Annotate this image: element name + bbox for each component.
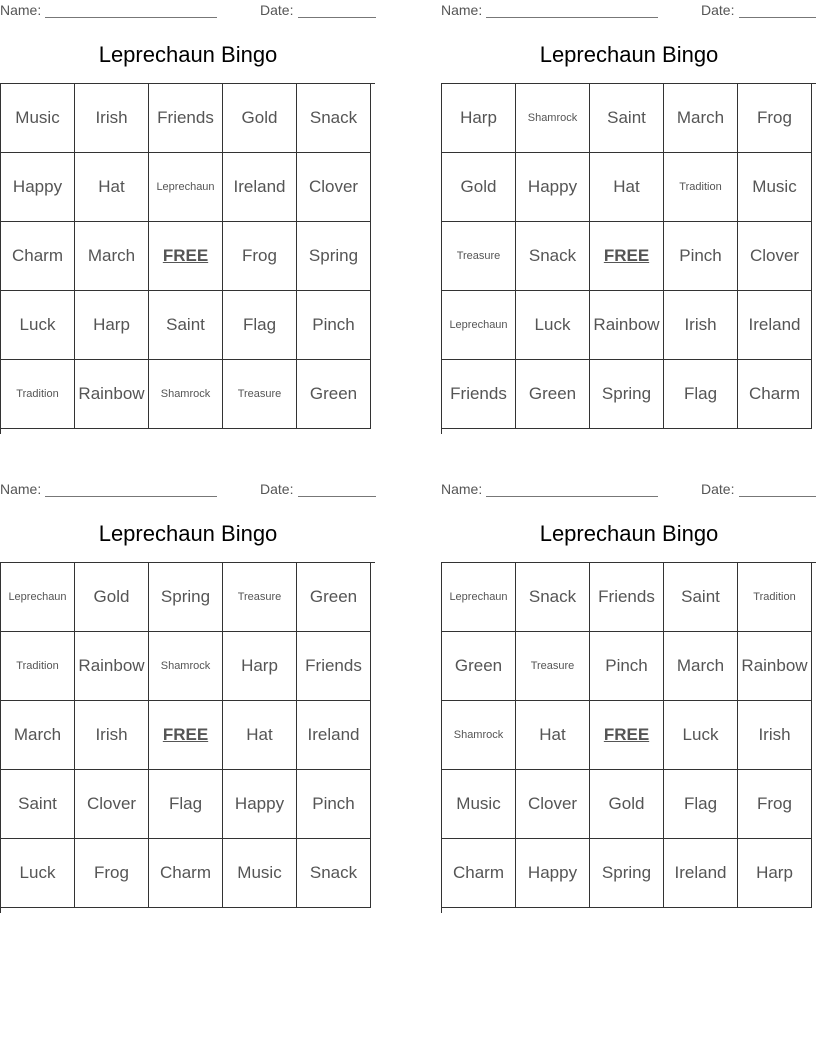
bingo-cell: Music [442,770,516,839]
bingo-cell: Tradition [738,563,812,632]
name-label: Name: [0,481,42,497]
bingo-cell: Hat [75,153,149,222]
name-blank-line [45,496,217,497]
bingo-cell: Treasure [442,222,516,291]
bingo-cell: Luck [664,701,738,770]
bingo-cell: Saint [590,84,664,153]
bingo-cell: Luck [1,291,75,360]
bingo-grid [0,562,375,913]
bingo-cell: March [75,222,149,291]
bingo-cell: Friends [297,632,371,701]
bingo-cell: Clover [75,770,149,839]
bingo-cell: Happy [516,153,590,222]
bingo-cell: Green [516,360,590,429]
bingo-cell: Tradition [1,632,75,701]
bingo-cell: Rainbow [738,632,812,701]
bingo-cell: March [1,701,75,770]
bingo-cell: Gold [442,153,516,222]
bingo-card-3 [0,479,376,919]
name-blank-line [486,17,658,18]
bingo-cell: Spring [297,222,371,291]
name-blank-line [486,496,658,497]
bingo-cell: Snack [297,839,371,908]
bingo-cell: Clover [738,222,812,291]
card-title: Leprechaun Bingo [539,42,719,67]
date-blank-line [298,17,376,18]
bingo-cell: Happy [223,770,297,839]
date-blank-line [739,17,816,18]
bingo-cell: Leprechaun [1,563,75,632]
bingo-cell: Irish [75,701,149,770]
card-header [441,481,816,499]
bingo-cell: Treasure [516,632,590,701]
bingo-cell: Harp [223,632,297,701]
bingo-cell: Spring [590,839,664,908]
bingo-cell: Charm [738,360,812,429]
bingo-cell: Flag [149,770,223,839]
date-label: Date: [701,2,735,18]
bingo-cell: Happy [516,839,590,908]
bingo-cell: Charm [442,839,516,908]
bingo-cell: Ireland [738,291,812,360]
card-title: Leprechaun Bingo [98,521,278,546]
name-blank-line [45,17,217,18]
bingo-cell: Leprechaun [442,291,516,360]
bingo-cell: Gold [223,84,297,153]
bingo-cell: Tradition [664,153,738,222]
free-space: FREE [590,701,664,770]
bingo-card-1 [0,0,376,440]
bingo-cell: Charm [149,839,223,908]
bingo-cell: Gold [590,770,664,839]
bingo-cell: March [664,632,738,701]
bingo-cell: Charm [1,222,75,291]
bingo-cell: Clover [516,770,590,839]
bingo-cell: Treasure [223,360,297,429]
bingo-cell: Pinch [590,632,664,701]
bingo-cell: Friends [149,84,223,153]
bingo-card-4 [441,479,816,919]
bingo-cell: Shamrock [149,632,223,701]
bingo-cell: Shamrock [149,360,223,429]
date-blank-line [739,496,816,497]
bingo-cell: Ireland [664,839,738,908]
free-space: FREE [149,222,223,291]
bingo-cell: Frog [223,222,297,291]
bingo-cell: Hat [516,701,590,770]
card-header [0,481,376,499]
card-header [0,2,376,20]
card-title: Leprechaun Bingo [98,42,278,67]
bingo-cell: Harp [75,291,149,360]
bingo-cell: Flag [664,360,738,429]
bingo-cell: Spring [149,563,223,632]
bingo-cell: Flag [223,291,297,360]
bingo-cell: Tradition [1,360,75,429]
bingo-cell: Spring [590,360,664,429]
card-header [441,2,816,20]
bingo-cell: Rainbow [75,632,149,701]
name-label: Name: [441,2,483,18]
bingo-cell: Harp [738,839,812,908]
name-label: Name: [0,2,42,18]
bingo-cell: Friends [590,563,664,632]
bingo-cell: Treasure [223,563,297,632]
bingo-cell: Shamrock [516,84,590,153]
bingo-cell: Pinch [297,291,371,360]
date-label: Date: [260,2,294,18]
bingo-cell: Green [442,632,516,701]
bingo-cell: Snack [516,222,590,291]
bingo-cell: Ireland [297,701,371,770]
bingo-cell: Luck [516,291,590,360]
bingo-cell: Frog [738,84,812,153]
bingo-cell: Gold [75,563,149,632]
bingo-cell: Irish [75,84,149,153]
bingo-cell: Pinch [297,770,371,839]
bingo-cell: Rainbow [590,291,664,360]
bingo-cell: Snack [297,84,371,153]
date-blank-line [298,496,376,497]
free-space: FREE [149,701,223,770]
bingo-cell: Friends [442,360,516,429]
bingo-grid [441,562,816,913]
date-label: Date: [701,481,735,497]
bingo-cell: Luck [1,839,75,908]
bingo-cell: Hat [590,153,664,222]
bingo-cell: Flag [664,770,738,839]
bingo-cell: Shamrock [442,701,516,770]
bingo-cell: Music [1,84,75,153]
card-title: Leprechaun Bingo [539,521,719,546]
bingo-cell: Frog [738,770,812,839]
bingo-cell: Clover [297,153,371,222]
name-label: Name: [441,481,483,497]
bingo-grid [0,83,375,434]
bingo-cell: Frog [75,839,149,908]
bingo-cell: Happy [1,153,75,222]
bingo-cell: Music [223,839,297,908]
bingo-cell: Leprechaun [442,563,516,632]
bingo-cell: Saint [1,770,75,839]
bingo-cell: Hat [223,701,297,770]
bingo-cell: Leprechaun [149,153,223,222]
bingo-grid [441,83,816,434]
bingo-cell: Green [297,563,371,632]
bingo-cell: Rainbow [75,360,149,429]
free-space: FREE [590,222,664,291]
bingo-cell: Snack [516,563,590,632]
bingo-cell: Saint [149,291,223,360]
bingo-cell: Ireland [223,153,297,222]
bingo-cell: Green [297,360,371,429]
bingo-cell: Irish [664,291,738,360]
bingo-cell: Saint [664,563,738,632]
bingo-cell: March [664,84,738,153]
date-label: Date: [260,481,294,497]
bingo-cell: Music [738,153,812,222]
bingo-cell: Harp [442,84,516,153]
bingo-card-2 [441,0,816,440]
bingo-cell: Pinch [664,222,738,291]
bingo-cell: Irish [738,701,812,770]
